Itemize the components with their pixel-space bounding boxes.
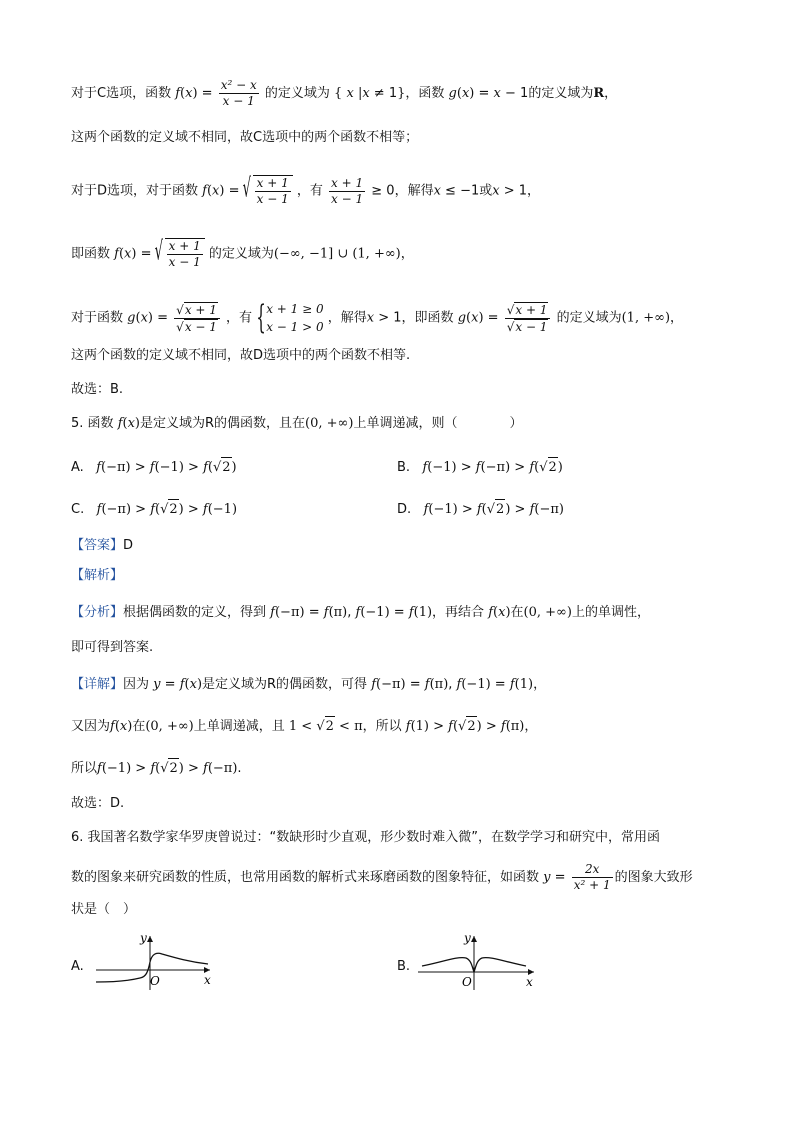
question-5: 5. 函数 f(x)是定义域为R的偶函数，且在(0, +∞)上单调递减，则（ ） xyxy=(71,416,523,431)
origin-label: O xyxy=(150,974,160,988)
line-d-domain: 即函数 f(x) = √ $\frac{x + 1}{x - 1}$ 的定义域为(−∞, −1] ∪ (1, +∞)， xyxy=(71,238,414,270)
axis-y-label: y xyxy=(464,932,471,945)
line-c-conclusion: 这两个函数的定义域不相同，故C选项中的两个函数不相等； xyxy=(71,130,419,145)
question-6-line-1: 6. 我国著名数学家华罗庚曾说过：“数缺形时少直观，形少数时难入微”，在数学学习和研究中，常用函 xyxy=(71,830,661,845)
q5-choose-d: 故选：D. xyxy=(71,796,125,811)
q5-xiangjie-2: 又因为f(x)在(0, +∞)上单调递减，且 1 < √2 < π，所以 f(1) > f(√2) > f(π)， xyxy=(71,716,537,737)
question-6-line-3: 状是（ ） xyxy=(71,902,137,917)
q6-option-b-label[interactable]: B. xyxy=(397,959,411,974)
q5-option-c[interactable]: C. f(−π) > f(√2) > f(−1) xyxy=(71,499,237,520)
system-of-inequalities: { x + 1 ≥ 0 x − 1 > 0 xyxy=(256,300,323,336)
line-c-option: 对于C选项，函数 f(x) = $\frac{\text{x² − x}}{x - 1}$ 的定义域为 { x |x ≠ 1}，函数 g(x) = x − 1的定义域为R， xyxy=(71,78,618,108)
axis-x-label: x xyxy=(526,975,533,989)
line-choose-b: 故选：B. xyxy=(71,382,124,397)
q5-option-b[interactable]: B. f(−1) > f(−π) > f(√2) xyxy=(397,457,563,478)
q5-xiangjie: 【详解】因为 y = f(x)是定义域为R的偶函数，可得 f(−π) = f(π), f(−1) = f(1)， xyxy=(71,677,547,692)
q6-option-b-graph[interactable] xyxy=(412,932,542,992)
q5-analysis-tag: 【解析】 xyxy=(71,568,124,583)
line-d-option: 对于D选项，对于函数 f(x) = √ $\frac{x + 1}{x - 1}$ ，有 $\frac{x + 1}{x - 1}$ ≥ 0，解得x ≤ −1或x > 1， xyxy=(71,175,540,207)
y-axis-arrow xyxy=(147,936,153,942)
q5-fenxi: 【分析】根据偶函数的定义，得到 f(−π) = f(π), f(−1) = f(1)，再结合 f(x)在(0, +∞)上的单调性， xyxy=(71,605,650,620)
q5-answer: 【答案】D xyxy=(71,538,134,553)
q5-option-a[interactable]: A. f(−π) > f(−1) > f(√2) xyxy=(71,457,237,478)
sqrt: √ $\frac{x + 1}{x - 1}$ xyxy=(244,175,293,207)
q5-xiangjie-3: 所以f(−1) > f(√2) > f(−π). xyxy=(71,758,242,779)
axis-y-label: y xyxy=(140,932,147,945)
axis-x-label: x xyxy=(204,973,211,987)
q5-option-d[interactable]: D. f(−1) > f(√2) > f(−π) xyxy=(397,499,564,520)
line-d-g: 对于函数 g(x) = $\frac{√x + 1}{√x - 1}$ ，有 { x + 1 ≥ 0 x − 1 > 0 ，解得x > 1，即函数 g(x) = $\frac{√x + 1}{√x - 1}$ 的定义域为(1, +∞)， xyxy=(71,300,683,336)
fraction: $\frac{\text{x² − x}}{x - 1}$ xyxy=(220,78,257,108)
line-d-conclusion: 这两个函数的定义域不相同，故D选项中的两个函数不相等. xyxy=(71,348,411,363)
y-axis-arrow xyxy=(471,936,477,942)
q6-option-a-label[interactable]: A. xyxy=(71,959,84,974)
q5-fenxi-cont: 即可得到答案. xyxy=(71,640,154,655)
q6-option-a-graph[interactable] xyxy=(90,932,220,992)
question-6-line-2: 数的图象来研究函数的性质，也常用函数的解析式来琢磨函数的图象特征，如函数 y = $\frac{2x}{\text{x² + 1}}$ 的图象大致形 xyxy=(71,862,693,892)
origin-label: O xyxy=(462,975,472,989)
